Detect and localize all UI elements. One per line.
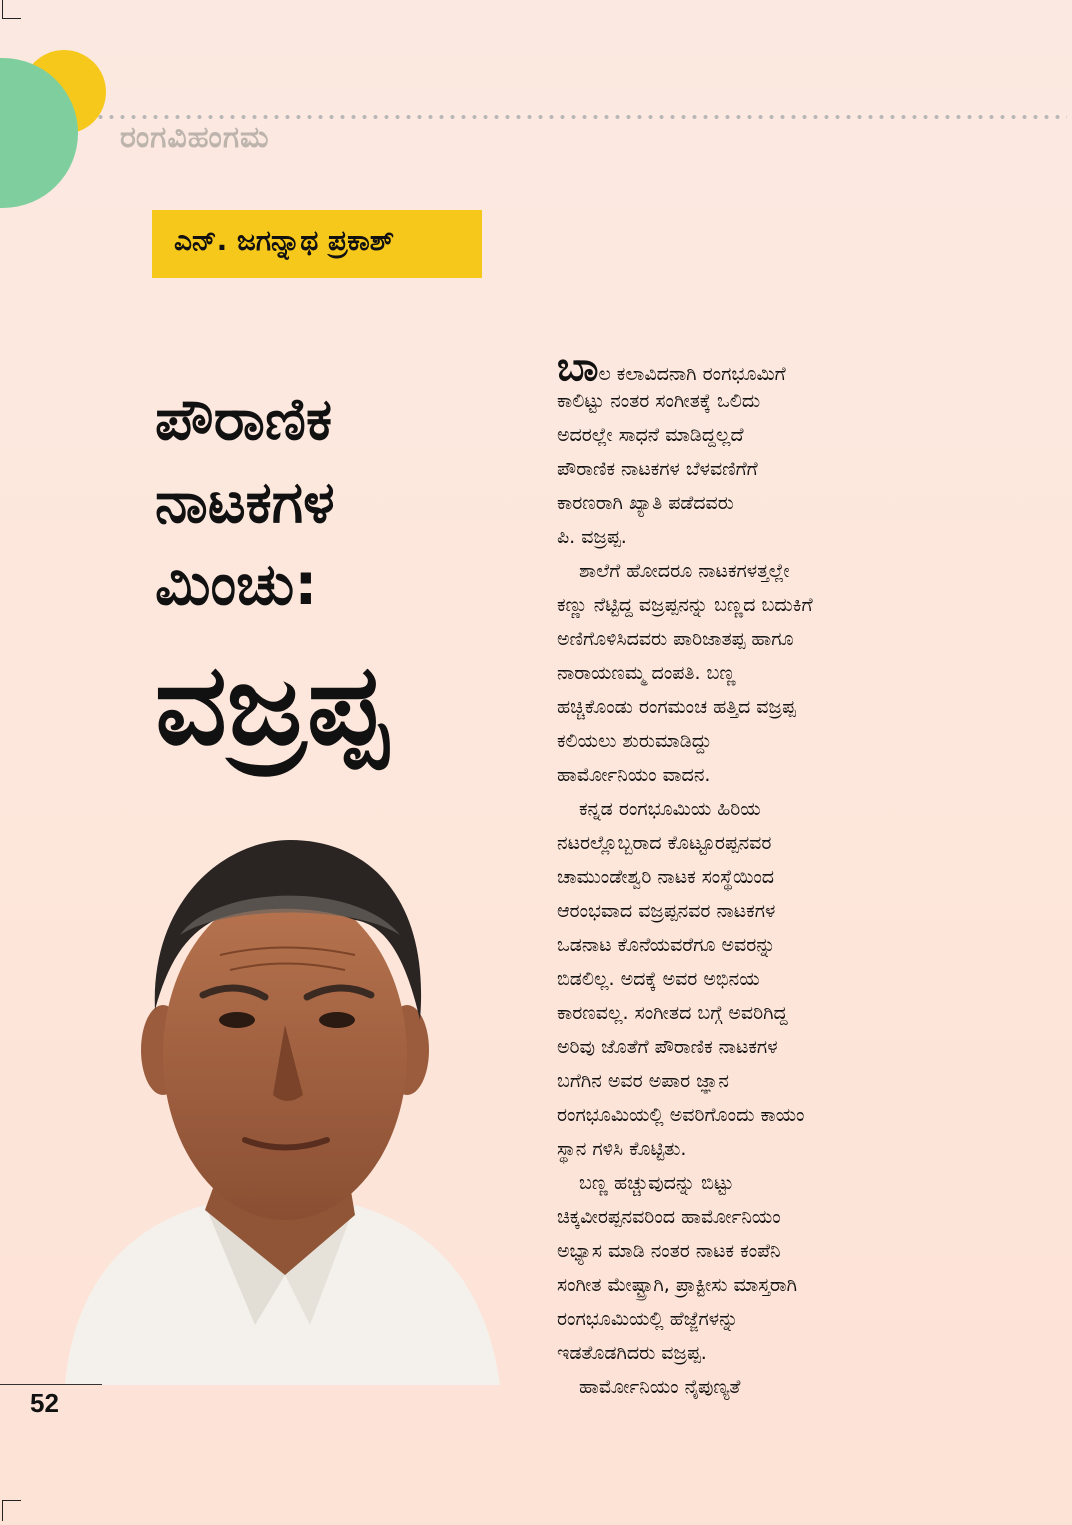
body-line: ಕಾರಣರಾಗಿ ಖ್ಯಾತಿ ಪಡೆದವರು xyxy=(557,492,734,514)
body-line: ಕಣ್ಣು ನೆಟ್ಟಿದ್ದ ವಜ್ರಪ್ಪನನ್ನು ಬಣ್ಣದ ಬದುಕಿಗೆ xyxy=(557,594,813,616)
body-line: ಬಾಲ ಕಲಾವಿದನಾಗಿ ರಂಗಭೂಮಿಗೆ xyxy=(557,350,927,384)
body-line: ಕಾರಣವಲ್ಲ. ಸಂಗೀತದ ಬಗ್ಗೆ ಅವರಿಗಿದ್ದ xyxy=(557,1002,788,1024)
body-line: ಬಿಡಲಿಲ್ಲ. ಅದಕ್ಕೆ ಅವರ ಅಭಿನಯ xyxy=(557,968,760,990)
body-line: ಸ್ಥಾನ ಗಳಿಸಿ ಕೊಟ್ಟಿತು. xyxy=(557,1138,687,1160)
body-line: ಬಣ್ಣ ಹಚ್ಚುವುದನ್ನು ಬಿಟ್ಟು xyxy=(579,1172,734,1194)
body-line: ರಂಗಭೂಮಿಯಲ್ಲಿ ಹೆಜ್ಜೆಗಳನ್ನು xyxy=(557,1308,739,1330)
article-title-line-1: ಪೌರಾಣಿಕ xyxy=(155,385,333,453)
portrait-photo xyxy=(55,805,505,1385)
article-title-line-2: ನಾಟಕಗಳ xyxy=(155,468,335,536)
body-line: ಕನ್ನಡ ರಂಗಭೂಮಿಯ ಹಿರಿಯ xyxy=(579,798,761,820)
body-line: ಪಿ. ವಜ್ರಪ್ಪ. xyxy=(557,526,627,548)
article-title-name: ವಜ್ರಪ್ಪ xyxy=(155,640,388,770)
body-line: ಅಭ್ಯಾಸ ಮಾಡಿ ನಂತರ ನಾಟಕ ಕಂಪೆನಿ xyxy=(557,1240,781,1262)
body-line: ಚಾಮುಂಡೇಶ್ವರಿ ನಾಟಕ ಸಂಸ್ಥೆಯಿಂದ xyxy=(557,866,775,888)
author-box xyxy=(152,210,482,278)
article-body xyxy=(557,350,927,1404)
body-line: ಬಗೆಗಿನ ಅವರ ಅಪಾರ ಜ್ಞಾನ xyxy=(557,1070,729,1092)
body-line: ಕಲಿಯಲು ಶುರುಮಾಡಿದ್ದು xyxy=(557,730,712,752)
body-line: ಅದರಲ್ಲೇ ಸಾಧನೆ ಮಾಡಿದ್ದಲ್ಲದೆ xyxy=(557,424,744,446)
crop-mark-bottom xyxy=(2,1500,21,1521)
body-line: ನಟರಲ್ಲೊಬ್ಬರಾದ ಕೊಟ್ಟೂರಪ್ಪನವರ xyxy=(557,832,772,854)
body-line: ಇಡತೊಡಗಿದರು ವಜ್ರಪ್ಪ. xyxy=(557,1342,707,1364)
author-name: ಎನ್. ಜಗನ್ನಾಥ ಪ್ರಕಾಶ್ xyxy=(174,224,395,257)
article-title-line-3: ಮಿಂಚು: xyxy=(155,550,318,618)
body-line: ಒಡನಾಟ ಕೊನೆಯವರೆಗೂ ಅವರನ್ನು xyxy=(557,934,776,956)
body-line: ಹಚ್ಚಿಕೊಂಡು ರಂಗಮಂಚ ಹತ್ತಿದ ವಜ್ರಪ್ಪ xyxy=(557,696,796,718)
body-line: ಶಾಲೆಗೆ ಹೋದರೂ ನಾಟಕಗಳತ್ತಲ್ಲೇ xyxy=(579,560,790,582)
body-line: ಅಣಿಗೊಳಿಸಿದವರು ಪಾರಿಜಾತಪ್ಪ ಹಾಗೂ xyxy=(557,628,794,650)
body-line: ಆರಂಭವಾದ ವಜ್ರಪ್ಪನವರ ನಾಟಕಗಳ xyxy=(557,900,776,922)
body-line: ಹಾರ್ಮೋನಿಯಂ ವಾದನ. xyxy=(557,764,711,786)
body-line: ಸಂಗೀತ ಮೇಷ್ಟ್ರಾಗಿ, ಪ್ರಾಕ್ಟೀಸು ಮಾಸ್ತರಾಗಿ xyxy=(557,1274,798,1296)
body-line: ಹಾರ್ಮೋನಿಯಂ ನೈಪುಣ್ಯತೆ xyxy=(579,1376,741,1398)
body-line: ಪೌರಾಣಿಕ ನಾಟಕಗಳ ಬೆಳವಣಿಗೆಗೆ xyxy=(557,458,758,480)
body-line: ಚಿಕ್ಕವೀರಪ್ಪನವರಿಂದ ಹಾರ್ಮೋನಿಯಂ xyxy=(557,1206,781,1228)
page-number-rule xyxy=(0,1384,102,1385)
drop-cap: ಬಾ xyxy=(557,350,599,384)
body-line: ರಂಗಭೂಮಿಯಲ್ಲಿ ಅವರಿಗೊಂದು ಕಾಯಂ xyxy=(557,1104,805,1126)
section-label: ರಂಗವಿಹಂಗಮ xyxy=(120,120,270,155)
page-number: 52 xyxy=(30,1388,59,1418)
body-line: ಅರಿವು ಜೊತೆಗೆ ಪೌರಾಣಿಕ ನಾಟಕಗಳ xyxy=(557,1036,778,1058)
body-line: ನಾರಾಯಣಮ್ಮ ದಂಪತಿ. ಬಣ್ಣ xyxy=(557,662,736,684)
crop-mark-top xyxy=(2,0,21,19)
body-line: ಕಾಲಿಟ್ಟು ನಂತರ ಸಂಗೀತಕ್ಕೆ ಒಲಿದು xyxy=(557,390,761,412)
